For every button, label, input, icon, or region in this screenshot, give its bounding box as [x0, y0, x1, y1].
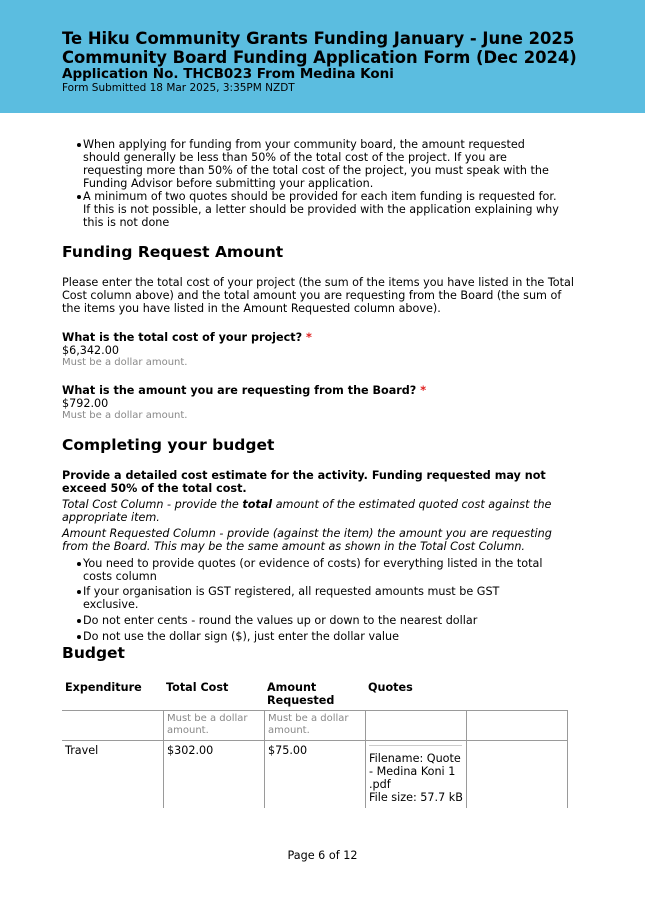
budget-bold-note: Provide a detailed cost estimate for the activity. Funding requested may not exceed 50% of the total cost. — [62, 469, 546, 495]
list-item: Do not enter cents - round the values up or down to the nearest dollar — [78, 614, 558, 627]
form-title-line-1: Te Hiku Community Grants Funding January - June 2025 — [62, 29, 575, 48]
amount-requested-label: What is the amount you are requesting from the Board? — [62, 384, 417, 397]
page-number: Page 6 of 12 — [287, 849, 358, 862]
budget-bullet-list — [78, 557, 558, 643]
total-cost-value: $6,342.00 — [62, 344, 119, 357]
total-cost-cell-help: Must be a dollar amount. — [167, 713, 248, 736]
quote-attachment-rule — [369, 745, 462, 746]
application-number: Application No. THCB023 From Medina Koni — [62, 66, 394, 82]
total-cost-column-note: Total Cost Column - provide the total amount of the estimated quoted cost against the appropriate item. — [62, 498, 552, 524]
total-cost-cell: $302.00 — [167, 744, 214, 757]
table-column-divider — [163, 710, 164, 808]
list-item: A minimum of two quotes should be provided for each item funding is requested for. If this is not possible, a letter should be provided with the application explaining why this is not done — [78, 190, 560, 229]
amount-requested-column-note: Amount Requested Column - provide (against the item) the amount you are requesting from the Board. This may be the same amount as shown in the Total Cost Column. — [62, 527, 552, 553]
intro-bullet-list — [78, 138, 560, 229]
form-title — [62, 29, 622, 67]
table-column-divider — [466, 710, 467, 808]
header-banner — [0, 0, 645, 113]
submitted-timestamp: Form Submitted 18 Mar 2025, 3:35PM NZDT — [62, 82, 295, 94]
total-cost-label: What is the total cost of your project? — [62, 331, 303, 344]
amount-requested-help: Must be a dollar amount. — [62, 410, 188, 421]
amount-requested-value: $792.00 — [62, 397, 109, 410]
table-column-divider — [264, 710, 265, 808]
column-header-quotes: Quotes — [368, 681, 413, 694]
list-item: Do not use the dollar sign ($), just enter the dollar value — [78, 630, 558, 643]
column-header-total-cost: Total Cost — [166, 681, 229, 694]
list-item: When applying for funding from your community board, the amount requested should generally be less than 50% of the total cost of the project. If you are requesting more than 50% of the total cost of the project, you must speak with the Funding Advisor before submitting your application. — [78, 138, 560, 190]
table-rule — [62, 740, 568, 741]
total-cost-help: Must be a dollar amount. — [62, 357, 188, 368]
table-column-divider — [365, 710, 366, 808]
table-rule — [62, 710, 568, 711]
column-header-expenditure: Expenditure — [65, 681, 142, 694]
form-title-line-2: Community Board Funding Application Form (Dec 2024) — [62, 48, 577, 67]
required-marker: * — [305, 331, 312, 344]
amount-requested-question — [62, 384, 426, 397]
amount-requested-cell: $75.00 — [268, 744, 308, 757]
quote-file-attachment[interactable] — [369, 752, 463, 804]
funding-request-heading: Funding Request Amount — [62, 243, 284, 261]
completing-budget-heading: Completing your budget — [62, 436, 275, 454]
table-column-divider — [567, 710, 568, 808]
expenditure-cell: Travel — [65, 744, 99, 757]
quote-filename: Filename: Quote - Medina Koni 1 .pdf — [369, 752, 461, 791]
amount-requested-cell-help: Must be a dollar amount. — [268, 713, 349, 736]
total-cost-question — [62, 331, 312, 344]
quote-filesize: File size: 57.7 kB — [369, 791, 463, 804]
required-marker: * — [420, 384, 427, 397]
funding-description: Please enter the total cost of your project (the sum of the items you have listed in the Total Cost column above) and the total amount you are requesting from the Board (the sum of the items you have listed in the Amount Requested column above). — [62, 276, 574, 315]
column-header-amount-requested: Amount Requested — [267, 681, 335, 707]
list-item: You need to provide quotes (or evidence of costs) for everything listed in the total costs column — [78, 557, 558, 583]
budget-heading: Budget — [62, 644, 125, 662]
list-item: If your organisation is GST registered, all requested amounts must be GST exclusive. — [78, 585, 558, 611]
